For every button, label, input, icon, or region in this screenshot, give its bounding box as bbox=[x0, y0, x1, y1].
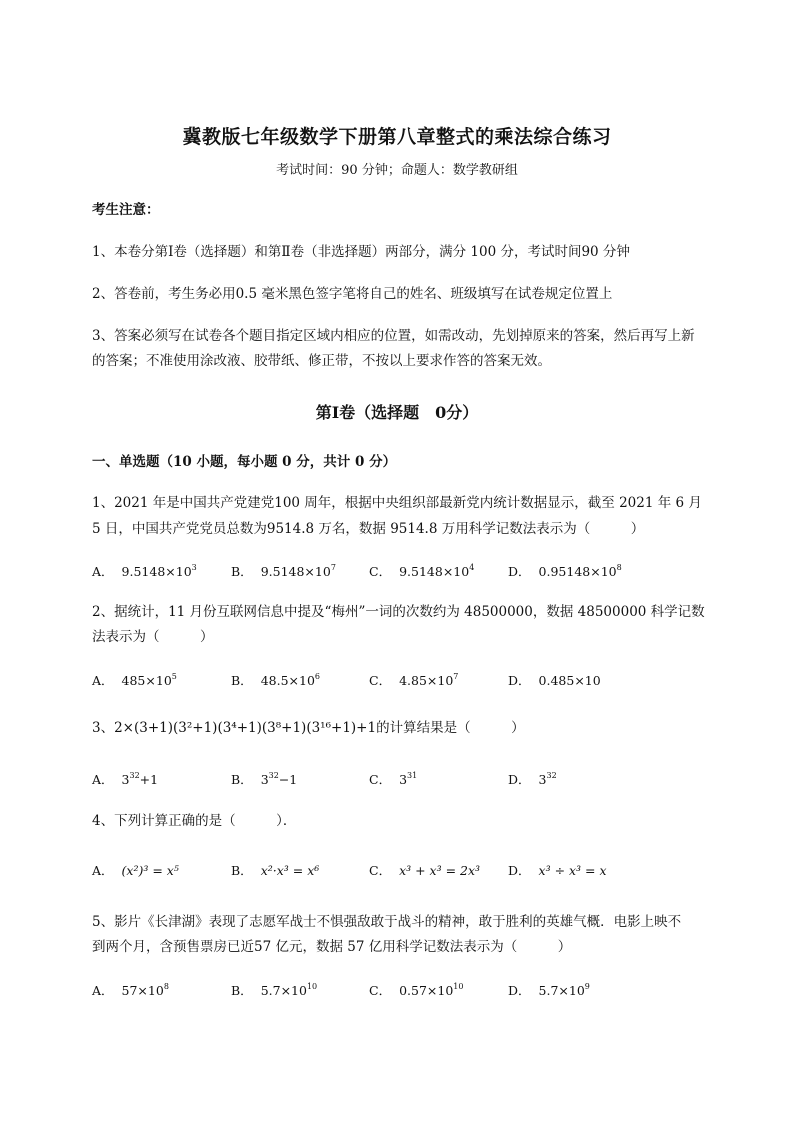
question-5-options bbox=[92, 980, 752, 1002]
question-1-stem-line-2: 5 日，中国共产党党员总数为9514.8 万名，数据 9514.8 万用科学记数法表示为（ ） bbox=[92, 521, 645, 537]
question-3-stem: 3、2×(3+1)(3²+1)(3⁴+1)(3⁸+1)(3¹⁶+1)+1的计算结果是（ ） bbox=[92, 720, 525, 736]
question-1-options bbox=[92, 561, 752, 583]
option-d[interactable]: D． x³ ÷ x³ = x bbox=[508, 863, 607, 878]
part-heading: 一、单选题（10 小题，每小题 0 分，共计 0 分） bbox=[92, 454, 397, 470]
option-d[interactable]: D． 0.485×10 bbox=[508, 673, 601, 688]
question-4-options bbox=[92, 860, 752, 882]
question-3-formula: 2×(3+1)(3²+1)(3⁴+1)(3⁸+1)(3¹⁶+1)+1 bbox=[114, 720, 377, 736]
option-a[interactable]: A． $57\times 10^8$ bbox=[92, 982, 169, 998]
option-a[interactable]: A． $3^{32}+1$ bbox=[92, 771, 159, 787]
option-a[interactable]: A． (x²)³ = x⁵ bbox=[92, 863, 179, 878]
question-2-options bbox=[92, 670, 752, 692]
option-c[interactable]: C． $9.5148\times 10^4$ bbox=[369, 563, 475, 579]
question-1-stem-line-1: 1、2021 年是中国共产党建党100 周年，根据中央组织部最新党内统计数据显示，截至 2021 年 6 月 bbox=[92, 495, 702, 511]
option-a[interactable]: A． $485\times 10^5$ bbox=[92, 672, 177, 688]
option-b[interactable]: B． $3^{32}-1$ bbox=[231, 771, 298, 787]
notice-heading: 考生注意： bbox=[92, 202, 160, 218]
notice-item-1: 1、本卷分第Ⅰ卷（选择题）和第Ⅱ卷（非选择题）两部分，满分 100 分，考试时间90 分钟 bbox=[92, 244, 630, 260]
question-5-stem-line-1: 5、影片《长津湖》表现了志愿军战士不惧强敌敢于战斗的精神，敢于胜利的英雄气概．电影上映不 bbox=[92, 914, 682, 930]
section-title: 第Ⅰ卷（选择题 0分） bbox=[315, 403, 479, 422]
question-2-stem-line-1: 2、据统计，11 月份互联网信息中提及“梅州”一词的次数约为 48500000，数据 48500000 科学记数 bbox=[92, 604, 705, 620]
question-2-stem-line-2: 法表示为（ ） bbox=[92, 629, 214, 645]
notice-item-2: 2、答卷前，考生务必用0.5 毫米黑色签字笔将自己的姓名、班级填写在试卷规定位置上 bbox=[92, 286, 613, 302]
option-c[interactable]: C． $4.85\times 10^7$ bbox=[369, 672, 459, 688]
question-4-stem: 4、下列计算正确的是（ ）． bbox=[92, 813, 297, 829]
option-b[interactable]: B． $9.5148\times 10^7$ bbox=[231, 563, 336, 579]
option-c[interactable]: C． $3^{31}$ bbox=[369, 771, 418, 787]
question-3-options bbox=[92, 769, 752, 791]
option-b[interactable]: B． x²·x³ = x⁶ bbox=[231, 863, 320, 878]
option-a[interactable]: A． $9.5148\times 10^3$ bbox=[92, 563, 197, 579]
option-c[interactable]: C． $0.57\times 10^{10}$ bbox=[369, 982, 464, 998]
option-d[interactable]: D． $5.7\times 10^9$ bbox=[508, 982, 590, 998]
option-b[interactable]: B． $5.7\times 10^{10}$ bbox=[231, 982, 318, 998]
notice-item-3-line-1: 3、答案必须写在试卷各个题目指定区域内相应的位置，如需改动，先划掉原来的答案，然后再写上新 bbox=[92, 328, 695, 344]
exam-info: 考试时间：90 分钟；命题人：数学教研组 bbox=[276, 163, 518, 178]
option-d[interactable]: D． $0.95148\times 10^8$ bbox=[508, 563, 622, 579]
question-5-stem-line-2: 到两个月，含预售票房已近57 亿元，数据 57 亿用科学记数法表示为（ ） bbox=[92, 939, 572, 955]
option-c[interactable]: C． x³ + x³ = 2x³ bbox=[369, 863, 481, 878]
page-title: 冀教版七年级数学下册第八章整式的乘法综合练习 bbox=[182, 126, 612, 148]
option-b[interactable]: B． $48.5\times 10^6$ bbox=[231, 672, 320, 688]
option-d[interactable]: D． $3^{32}$ bbox=[508, 771, 557, 787]
notice-item-3-line-2: 的答案；不准使用涂改液、胶带纸、修正带，不按以上要求作答的答案无效。 bbox=[92, 353, 551, 369]
